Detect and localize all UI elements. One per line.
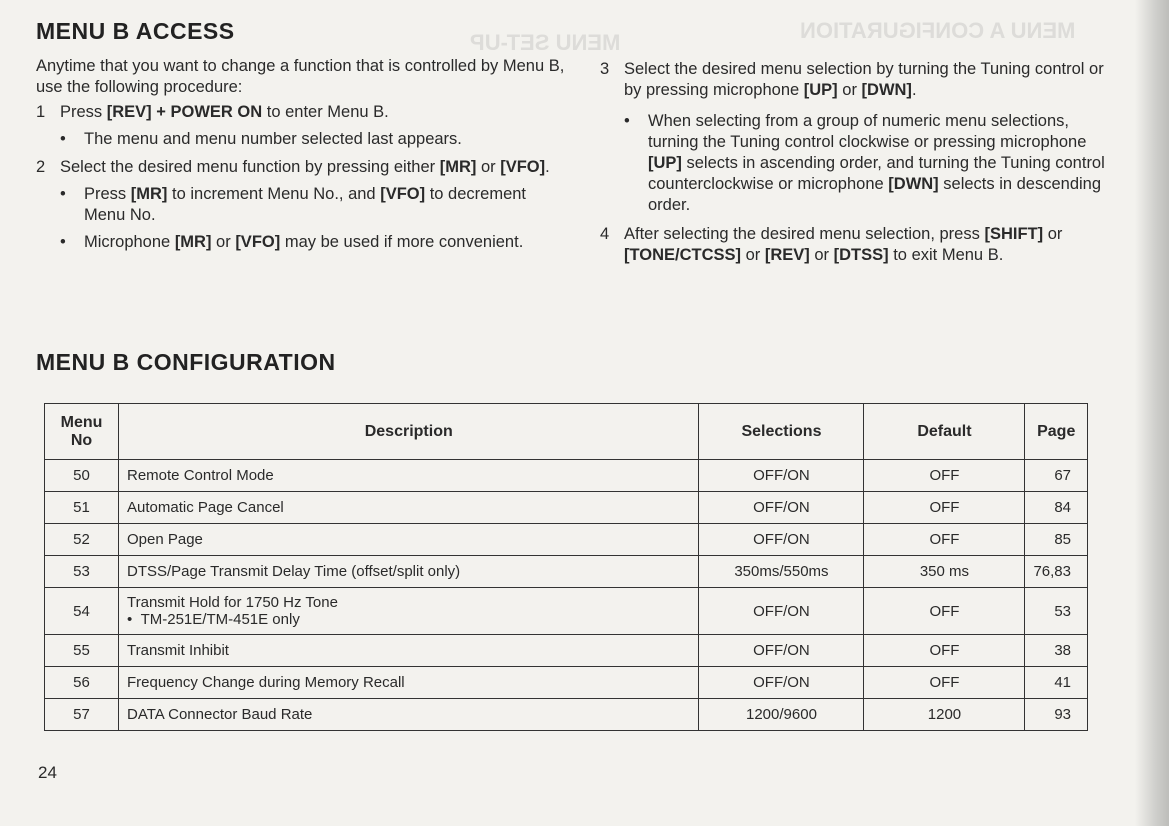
selections-cell: OFF/ON [699, 667, 864, 699]
default-cell: OFF [864, 460, 1025, 492]
bullet-icon: • [60, 185, 66, 203]
step-text: After selecting the desired menu selection, press [SHIFT] or [TONE/CTCSS] or [REV] or [DTSS] to exit Menu B. [624, 225, 1063, 264]
bleed-through-text: MENU A CONFIGURATION [800, 18, 1076, 43]
menu-no-cell: 57 [45, 699, 119, 731]
default-cell: 1200 [864, 699, 1025, 731]
page-number: 24 [38, 763, 57, 782]
menu-no-cell: 56 [45, 667, 119, 699]
page-cell: 76,83 [1025, 556, 1088, 588]
menu-no-cell: 55 [45, 635, 119, 667]
description-cell: DTSS/Page Transmit Delay Time (offset/split only) [119, 556, 699, 588]
table-row [45, 460, 1088, 492]
step-text: Select the desired menu selection by turning the Tuning control or by pressing microphone [UP] or [DWN]. [624, 60, 1104, 99]
table-row [45, 524, 1088, 556]
step-text: Press [REV] + POWER ON to enter Menu B. [60, 103, 389, 121]
bullet-icon: • [60, 233, 66, 251]
menu-no-cell: 52 [45, 524, 119, 556]
table-row [45, 492, 1088, 524]
description-cell: Transmit Inhibit [119, 635, 699, 667]
description-cell: Frequency Change during Memory Recall [119, 667, 699, 699]
bullet-icon: • [624, 112, 630, 130]
menu-b-access-heading: MENU B ACCESS [36, 18, 235, 44]
selections-cell: OFF/ON [699, 492, 864, 524]
table-row [45, 588, 1088, 635]
menu-no-cell: 53 [45, 556, 119, 588]
col-header-description: Description [119, 404, 699, 460]
col-header-default: Default [864, 404, 1025, 460]
page-cell: 93 [1025, 699, 1088, 731]
page-cell: 38 [1025, 635, 1088, 667]
page-edge-shadow [1135, 0, 1169, 826]
description-cell: Open Page [119, 524, 699, 556]
menu-no-cell: 51 [45, 492, 119, 524]
selections-cell: OFF/ON [699, 460, 864, 492]
description-cell: DATA Connector Baud Rate [119, 699, 699, 731]
step-1 [36, 102, 566, 123]
left-column [36, 56, 566, 253]
step-3-note: • When selecting from a group of numeric menu selections, turning the Tuning control clockwise or pressing microphone [UP] selects in ascending order, and turning the Tuning control counterclockwise or microphone [DWN] selects in descending order. [624, 112, 1105, 214]
default-cell: OFF [864, 524, 1025, 556]
description-cell: Transmit Hold for 1750 Hz Tone • TM-251E/TM-451E only [119, 588, 699, 635]
page-cell: 53 [1025, 588, 1088, 635]
table-header-row [45, 404, 1088, 460]
default-cell: OFF [864, 588, 1025, 635]
default-cell: OFF [864, 635, 1025, 667]
page-cell: 84 [1025, 492, 1088, 524]
page-cell: 41 [1025, 667, 1088, 699]
menu-b-config-table [44, 403, 1088, 731]
page-cell: 85 [1025, 524, 1088, 556]
step-number: 1 [36, 103, 46, 121]
table-row [45, 635, 1088, 667]
intro-paragraph: Anytime that you want to change a function that is controlled by Menu B, use the following procedure: [36, 57, 565, 96]
step-number: 2 [36, 158, 46, 176]
model-note: • TM-251E/TM-451E only [127, 611, 300, 628]
selections-cell: OFF/ON [699, 524, 864, 556]
table-row [45, 556, 1088, 588]
selections-cell: OFF/ON [699, 635, 864, 667]
step-text: Select the desired menu function by pressing either [MR] or [VFO]. [60, 158, 550, 176]
col-header-selections: Selections [699, 404, 864, 460]
step-number: 3 [600, 60, 610, 78]
bullet-icon: • [60, 130, 66, 148]
col-header-menu-no: Menu No [45, 404, 119, 460]
col-header-page: Page [1025, 404, 1088, 460]
default-cell: OFF [864, 667, 1025, 699]
default-cell: OFF [864, 492, 1025, 524]
menu-no-cell: 50 [45, 460, 119, 492]
selections-cell: OFF/ON [699, 588, 864, 635]
table-row [45, 699, 1088, 731]
table-row [45, 667, 1088, 699]
step-1-note: • The menu and menu number selected last appears. [60, 130, 462, 148]
step-2-note: • Microphone [MR] or [VFO] may be used if more convenient. [60, 233, 524, 251]
description-cell: Remote Control Mode [119, 460, 699, 492]
selections-cell: 350ms/550ms [699, 556, 864, 588]
default-cell: 350 ms [864, 556, 1025, 588]
menu-no-cell: 54 [45, 588, 119, 635]
step-2-note: • Press [MR] to increment Menu No., and [VFO] to decrement Menu No. [60, 185, 527, 224]
bleed-through-text: MENU SET-UP [470, 30, 621, 55]
step-2 [36, 157, 566, 178]
step-4 [600, 224, 1105, 266]
menu-b-configuration-heading: MENU B CONFIGURATION [36, 349, 336, 375]
step-number: 4 [600, 225, 610, 243]
selections-cell: 1200/9600 [699, 699, 864, 731]
page-cell: 67 [1025, 460, 1088, 492]
bullet-icon: • [127, 611, 141, 628]
description-cell: Automatic Page Cancel [119, 492, 699, 524]
step-3 [600, 59, 1105, 101]
right-column [600, 59, 1105, 266]
